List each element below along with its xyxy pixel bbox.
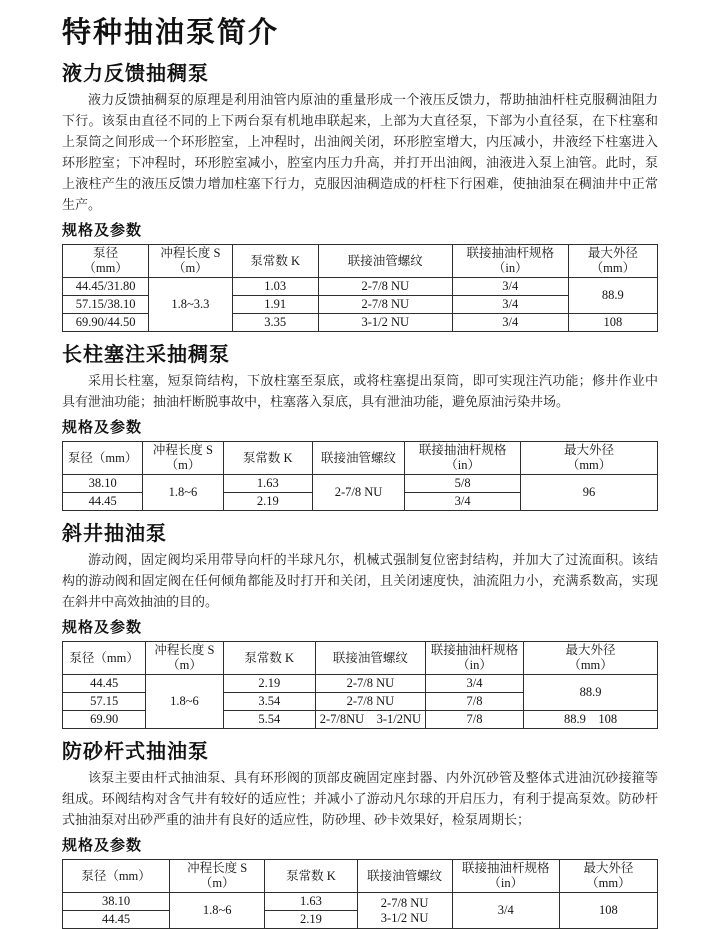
column-header: 泵常数 K — [223, 642, 315, 675]
table-cell: 1.8~6 — [146, 675, 223, 729]
column-header: 联接油管螺纹 — [312, 442, 404, 475]
table-cell: 3/4 — [452, 893, 559, 929]
table-cell: 5.54 — [223, 711, 315, 729]
table-header-row — [63, 442, 658, 475]
table-cell: 44.45 — [63, 911, 170, 929]
table-cell: 3.54 — [223, 693, 315, 711]
table-cell: 2-7/8 NU — [318, 296, 452, 314]
section-paragraph: 液力反馈抽稠泵的原理是利用油管内原油的重量形成一个液压反馈力，帮助抽油杆柱克服稠油阻力下行。该泵由直径不同的上下两台泵有机地串联起来，上部为大直径泵，下部为小直径泵，在下柱塞和上泵筒之间形成一个环形腔室，上冲程时，出油阀关闭，环形腔室增大，内压减小，井液经下柱塞进入环形腔室；下冲程时，环形腔室减小，腔室内压力升高，并打开出油阀，油液进入泵上油管。此时，泵上液柱产生的液压反馈力增加柱塞下行力，克服因油稠造成的杆柱下行困难，使抽油泵在稠油井中正常生产。 — [62, 92, 658, 212]
column-header: 联接油管螺纹 — [315, 642, 425, 675]
table-cell: 2-7/8 NU — [315, 693, 425, 711]
section-long-plunger-pump — [62, 338, 658, 511]
table-cell: 96 — [521, 475, 658, 511]
column-header: 泵常数 K — [223, 442, 312, 475]
specs-table-deviated-well — [62, 641, 658, 729]
table-cell: 1.8~6 — [170, 893, 265, 929]
specs-label: 规格及参数 — [62, 223, 143, 239]
specs-label: 规格及参数 — [62, 420, 143, 436]
table-row — [63, 278, 658, 296]
table-cell: 57.15 — [63, 693, 146, 711]
column-header: 最大外径 （mm） — [521, 442, 658, 475]
table-cell: 1.8~3.3 — [149, 278, 232, 332]
column-header: 泵径（mm） — [63, 442, 143, 475]
column-header: 联接抽油杆规格 （in） — [405, 442, 521, 475]
column-header: 最大外径 （mm） — [524, 642, 658, 675]
section-heading: 长柱塞注采抽稠泵 — [62, 344, 230, 366]
section-sand-control-pump — [62, 735, 658, 929]
table-cell: 2.19 — [265, 911, 357, 929]
table-cell: 1.91 — [232, 296, 318, 314]
column-header: 冲程长度 S （m） — [170, 860, 265, 893]
table-cell: 88.9 — [568, 278, 657, 314]
column-header: 泵径（mm） — [63, 860, 170, 893]
table-cell: 44.45/31.80 — [63, 278, 149, 296]
page-title: 特种抽油泵简介 — [62, 17, 280, 49]
table-cell: 2-7/8 NU — [312, 475, 404, 511]
column-header: 泵常数 K — [265, 860, 357, 893]
column-header: 最大外径 （mm） — [559, 860, 657, 893]
column-header: 最大外径 （mm） — [568, 245, 657, 278]
table-cell: 108 — [559, 893, 657, 929]
table-cell: 5/8 — [405, 475, 521, 493]
section-paragraph: 采用长柱塞，短泵筒结构，下放柱塞至泵底，或将柱塞提出泵筒，即可实现注汽功能；修井作业中具有泄油功能；抽油杆断脱事故中，柱塞落入泵底，具有泄油功能，避免原油污染井场。 — [62, 373, 658, 409]
table-cell: 2-7/8 NU — [315, 675, 425, 693]
table-header-row — [63, 245, 658, 278]
column-header: 联接抽油杆规格 （in） — [452, 860, 559, 893]
table-cell: 2.19 — [223, 493, 312, 511]
table-cell: 3/4 — [452, 296, 568, 314]
section-paragraph: 游动阀，固定阀均采用带导向杆的半球凡尔，机械式强制复位密封结构，并加大了过流面积。该结构的游动阀和固定阀在任何倾角都能及时打开和关闭，且关闭速度快，油流阻力小，充满系数高，实现在斜井中高效抽油的目的。 — [62, 552, 658, 609]
table-cell: 44.45 — [63, 675, 146, 693]
table-cell: 3/4 — [452, 314, 568, 332]
table-cell: 88.9 108 — [524, 711, 658, 729]
table-cell: 2-7/8 NU 3-1/2 NU — [357, 893, 452, 929]
section-heading: 防砂杆式抽油泵 — [62, 741, 209, 763]
column-header: 冲程长度 S （m） — [143, 442, 223, 475]
table-cell: 1.63 — [223, 475, 312, 493]
specs-label: 规格及参数 — [62, 838, 143, 854]
table-cell: 1.03 — [232, 278, 318, 296]
table-cell: 1.63 — [265, 893, 357, 911]
column-header: 联接抽油杆规格 （in） — [425, 642, 523, 675]
table-cell: 7/8 — [425, 711, 523, 729]
table-cell: 38.10 — [63, 475, 143, 493]
table-cell: 3.35 — [232, 314, 318, 332]
table-cell: 69.90/44.50 — [63, 314, 149, 332]
table-cell: 44.45 — [63, 493, 143, 511]
column-header: 泵常数 K — [232, 245, 318, 278]
table-cell: 3/4 — [405, 493, 521, 511]
column-header: 联接抽油杆规格 （in） — [452, 245, 568, 278]
column-header: 冲程长度 S （m） — [146, 642, 223, 675]
section-deviated-well-pump — [62, 517, 658, 729]
table-cell: 1.8~6 — [143, 475, 223, 511]
section-hydraulic-feedback-pump — [62, 57, 658, 332]
table-cell: 57.15/38.10 — [63, 296, 149, 314]
column-header: 冲程长度 S （m） — [149, 245, 232, 278]
section-heading: 液力反馈抽稠泵 — [62, 63, 209, 85]
table-row — [63, 475, 658, 493]
section-heading: 斜井抽油泵 — [62, 523, 167, 545]
table-cell: 69.90 — [63, 711, 146, 729]
table-cell: 2-7/8NU 3-1/2NU — [315, 711, 425, 729]
table-cell: 108 — [568, 314, 657, 332]
table-cell: 88.9 — [524, 675, 658, 711]
table-row — [63, 675, 658, 693]
specs-table-sand-control — [62, 859, 658, 929]
table-header-row — [63, 860, 658, 893]
specs-table-hydraulic-feedback — [62, 244, 658, 332]
table-cell: 2-7/8 NU — [318, 278, 452, 296]
table-cell: 3/4 — [425, 675, 523, 693]
column-header: 联接油管螺纹 — [357, 860, 452, 893]
table-cell: 3-1/2 NU — [318, 314, 452, 332]
specs-label: 规格及参数 — [62, 620, 143, 636]
table-cell: 38.10 — [63, 893, 170, 911]
table-cell: 7/8 — [425, 693, 523, 711]
column-header: 联接油管螺纹 — [318, 245, 452, 278]
specs-table-long-plunger — [62, 441, 658, 511]
table-cell: 3/4 — [452, 278, 568, 296]
column-header: 泵径（mm） — [63, 642, 146, 675]
table-row — [63, 893, 658, 911]
table-header-row — [63, 642, 658, 675]
column-header: 泵径 （mm） — [63, 245, 149, 278]
section-paragraph: 该泵主要由杆式抽油泵、具有环形阀的顶部皮碗固定座封器、内外沉砂管及整体式进油沉砂接箍等组成。环阀结构对含气井有较好的适应性；并减小了游动凡尔球的开启压力，有利于提高泵效。防砂杆式抽油泵对出砂严重的油井有良好的适应性，防砂埋、砂卡效果好，检泵周期长； — [62, 770, 658, 827]
table-cell: 2.19 — [223, 675, 315, 693]
